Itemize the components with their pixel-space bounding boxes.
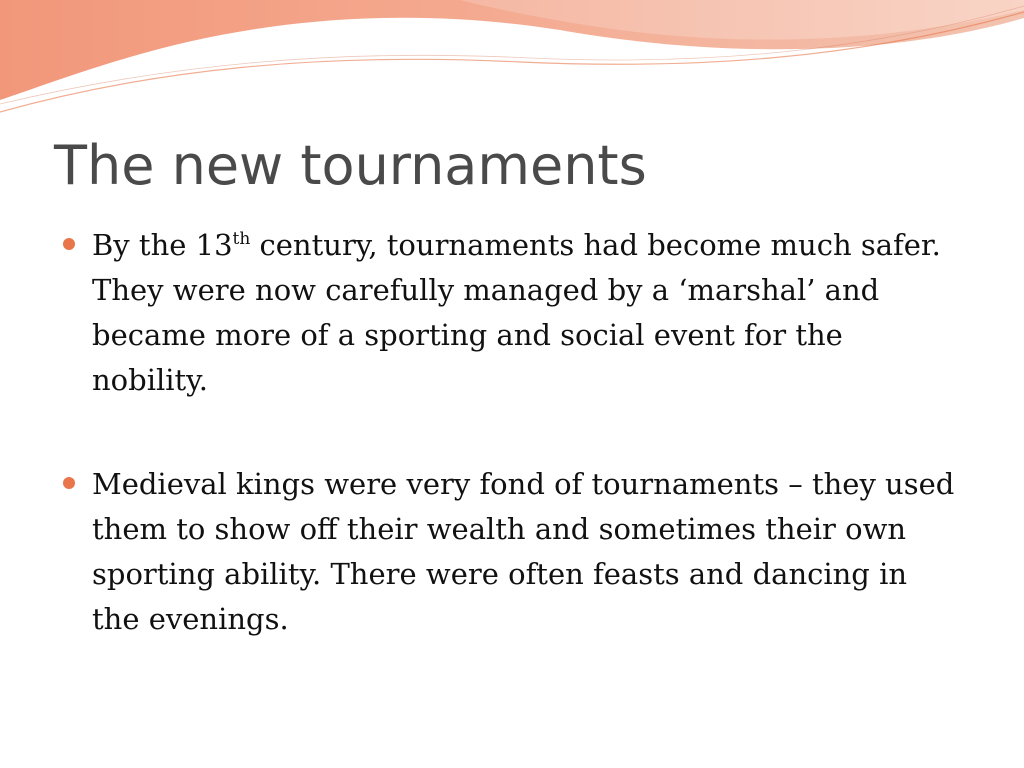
header-wave-decoration: [0, 0, 1024, 130]
ordinal-superscript: th: [232, 229, 251, 249]
bullet-text: [92, 228, 941, 397]
bullet-dot-icon: [63, 477, 75, 489]
bullet-text-part: century, tournaments had become much safer. They were now carefully managed by a ‘marshal’ and became more of a sporting and social event for the nobility.: [92, 228, 941, 397]
slide-title: The new tournaments: [54, 134, 647, 197]
bullet-list: [62, 223, 962, 642]
bullet-text-part: By the 13: [92, 228, 233, 262]
bullet-item: [62, 462, 962, 642]
bullet-dot-icon: [63, 238, 75, 250]
bullet-item: [62, 223, 962, 403]
bullet-text: Medieval kings were very fond of tournaments – they used them to show off their wealth and sometimes their own sporting ability. There were often feasts and dancing in the evenings.: [92, 467, 955, 636]
